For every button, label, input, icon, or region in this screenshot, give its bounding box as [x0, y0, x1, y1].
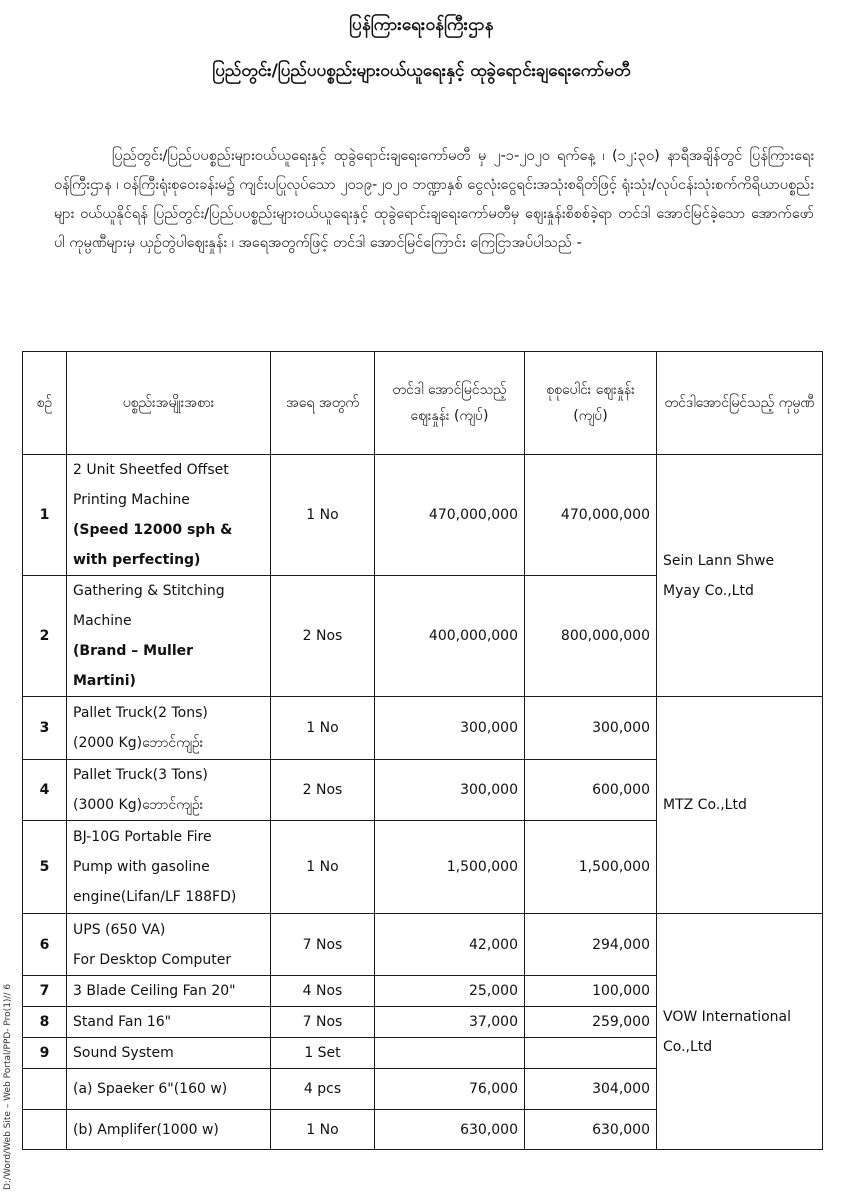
company-name: VOW International [663, 1008, 791, 1025]
item-line: (3000 Kg)ဘောင်ကျဉ်း [73, 797, 204, 813]
row-price: 630,000 [375, 1110, 525, 1150]
file-path-margin-note: D:/Word/Web Site – Web Portal/PPD- Pro(1)// 6 [3, 983, 13, 1190]
row-price: 42,000 [375, 914, 525, 976]
row-price: 1,500,000 [375, 821, 525, 914]
row-no [23, 1110, 67, 1150]
row-qty: 1 No [271, 697, 375, 760]
row-qty: 4 pcs [271, 1069, 375, 1110]
table-row [23, 455, 823, 576]
row-price: 300,000 [375, 697, 525, 760]
header-price: တင်ဒါ အောင်မြင်သည့် ဈေးနှုန်း (ကျပ်) [375, 352, 525, 455]
row-total: 470,000,000 [525, 455, 657, 576]
table-row [23, 914, 823, 976]
row-total: 304,000 [525, 1069, 657, 1110]
company-name: Co.,Ltd [663, 1038, 713, 1055]
item-line: Printing Machine [73, 492, 190, 508]
row-item [67, 576, 271, 697]
row-no [23, 1069, 67, 1110]
row-qty: 2 Nos [271, 760, 375, 821]
company-name: MTZ Co.,Ltd [663, 797, 747, 813]
row-price: 25,000 [375, 976, 525, 1007]
row-qty: 1 No [271, 1110, 375, 1150]
row-price [375, 1038, 525, 1069]
row-price: 400,000,000 [375, 576, 525, 697]
row-item [67, 697, 271, 760]
item-spec: (Brand – Muller [73, 643, 194, 659]
row-no: 7 [23, 976, 67, 1007]
item-line: engine(Lifan/LF 188FD) [73, 889, 237, 905]
row-qty: 1 No [271, 455, 375, 576]
item-spec: (Speed 12000 sph & [73, 522, 233, 538]
company-cell [657, 697, 823, 914]
row-item: 3 Blade Ceiling Fan 20" [67, 976, 271, 1007]
row-price: 37,000 [375, 1007, 525, 1038]
header-no: စဉ် [23, 352, 67, 455]
header-company: တင်ဒါအောင်မြင်သည့် ကုမ္ပဏီ [657, 352, 823, 455]
committee-title: ပြည်တွင်း/ပြည်ပပစ္စည်းများဝယ်ယူရေးနှင့် ထုခွဲရောင်းချရေးကော်မတီ [212, 61, 631, 81]
announcement-paragraph [54, 142, 814, 258]
row-item [67, 455, 271, 576]
row-qty: 1 No [271, 821, 375, 914]
row-item [67, 914, 271, 976]
row-item: Sound System [67, 1038, 271, 1069]
row-item: (b) Amplifer(1000 w) [67, 1110, 271, 1150]
item-line: Machine [73, 613, 132, 629]
header-item: ပစ္စည်းအမျိုးအစား [67, 352, 271, 455]
row-item [67, 821, 271, 914]
company-cell [657, 455, 823, 697]
row-price: 470,000,000 [375, 455, 525, 576]
item-line: Pallet Truck(3 Tons) [73, 767, 208, 783]
row-total: 630,000 [525, 1110, 657, 1150]
row-no: 6 [23, 914, 67, 976]
row-item [67, 760, 271, 821]
row-qty: 4 Nos [271, 976, 375, 1007]
item-spec: Martini) [73, 673, 136, 689]
row-total: 294,000 [525, 914, 657, 976]
row-total [525, 1038, 657, 1069]
item-line: (2000 Kg)ဘောင်ကျဉ်း [73, 735, 204, 751]
row-qty: 7 Nos [271, 1007, 375, 1038]
announcement-text: ပြည်တွင်း/ပြည်ပပစ္စည်းများဝယ်ယူရေးနှင့် ထုခွဲရောင်းချရေးကော်မတီ မှ ၂-၁-၂၀၂၀ ရက်နေ့ ၊ (၁၂:၃၀) နာရီအချိန်တွင် ပြန်ကြားရေးဝန်ကြီးဌာန ၊ ဝန်ကြီးရုံးစုဝေးခန်းမ၌ ကျင်းပပြုလုပ်သော ၂၀၁၉-၂၀၂၀ ဘဏ္ဍာနှစ် ငွေလုံးငွေရင်းအသုံးစရိတ်ဖြင့် ရုံးသုံး/လုပ်ငန်းသုံးစက်ကိရိယာပစ္စည်းများ ဝယ်ယူနိုင်ရန် ပြည်တွင်း/ပြည်ပပစ္စည်းများဝယ်ယူရေးနှင့် ထုခွဲရောင်းချရေးကော်မတီမှ ဈေးနှုန်းစိစစ်ခဲ့ရာ တင်ဒါ အောင်မြင်ခဲ့သော အောက်ဖော်ပါ ကုမ္ပဏီများမှ ယှဉ်တွဲပါဈေးနှုန်း ၊ အရေအတွက်ဖြင့် တင်ဒါ အောင်မြင်ကြောင်း ကြေငြာအပ်ပါသည် - [54, 148, 814, 251]
row-qty: 2 Nos [271, 576, 375, 697]
company-name: Sein Lann Shwe [663, 552, 775, 569]
table-row [23, 697, 823, 760]
tender-results-table [22, 351, 823, 1150]
ministry-title: ပြန်ကြားရေးဝန်ကြီးဌာန [349, 15, 494, 35]
item-line: UPS (650 VA) [73, 921, 166, 938]
row-total: 600,000 [525, 760, 657, 821]
item-spec: with perfecting) [73, 552, 201, 568]
row-no: 8 [23, 1007, 67, 1038]
row-no: 2 [23, 576, 67, 697]
row-qty: 7 Nos [271, 914, 375, 976]
row-total: 100,000 [525, 976, 657, 1007]
item-line: Pump with gasoline [73, 859, 210, 875]
row-total: 300,000 [525, 697, 657, 760]
header-total: စုစုပေါင်း ဈေးနှုန်း (ကျပ်) [525, 352, 657, 455]
row-qty: 1 Set [271, 1038, 375, 1069]
row-no: 9 [23, 1038, 67, 1069]
row-no: 3 [23, 697, 67, 760]
row-item: (a) Spaeker 6"(160 w) [67, 1069, 271, 1110]
row-price: 300,000 [375, 760, 525, 821]
item-line: For Desktop Computer [73, 951, 232, 968]
row-total: 800,000,000 [525, 576, 657, 697]
item-line: 2 Unit Sheetfed Offset [73, 462, 229, 478]
table-header-row [23, 352, 823, 455]
row-total: 1,500,000 [525, 821, 657, 914]
company-name: Myay Co.,Ltd [663, 582, 754, 599]
item-line: Gathering & Stitching [73, 583, 225, 599]
row-item: Stand Fan 16" [67, 1007, 271, 1038]
row-price: 76,000 [375, 1069, 525, 1110]
item-line: BJ-10G Portable Fire [73, 829, 212, 845]
row-no: 5 [23, 821, 67, 914]
row-total: 259,000 [525, 1007, 657, 1038]
row-no: 4 [23, 760, 67, 821]
row-no: 1 [23, 455, 67, 576]
header-qty: အရေ အတွက် [271, 352, 375, 455]
item-line: Pallet Truck(2 Tons) [73, 705, 208, 721]
company-cell [657, 914, 823, 1150]
